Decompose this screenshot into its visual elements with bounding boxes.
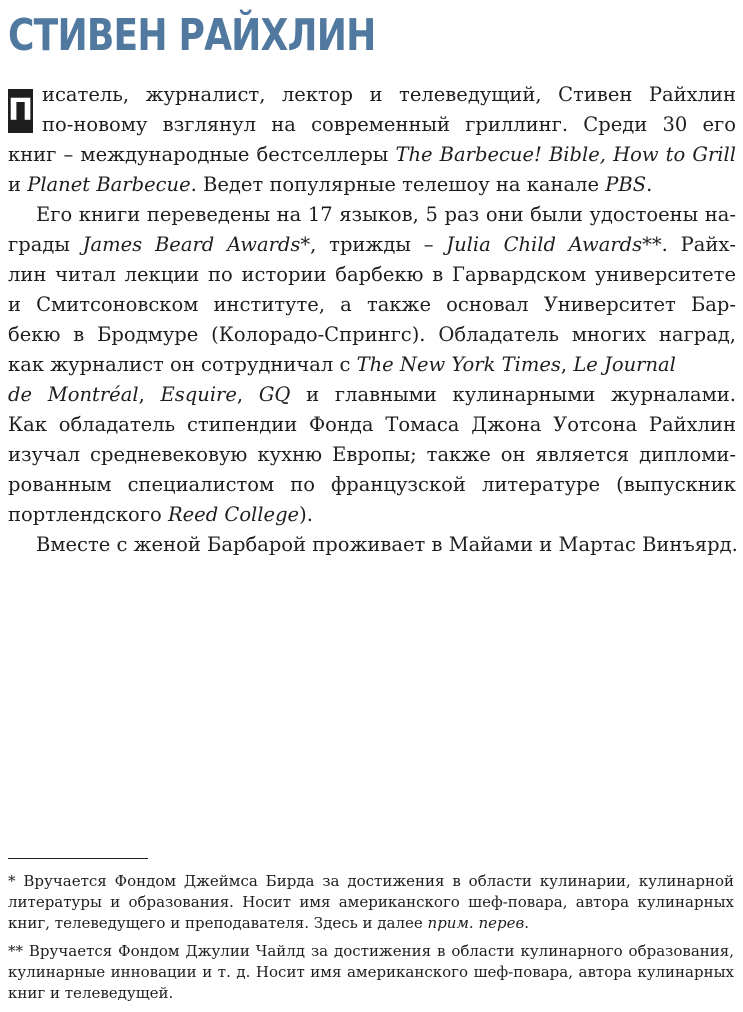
text-line: лин читал лекции по истории барбекю в Гарвардском университете: [8, 263, 736, 286]
text-line: портлендского Reed College).: [8, 503, 313, 526]
text-line: рованным специалистом по французской литературе (выпускник: [8, 473, 736, 496]
italic-title: The Barbecue! Bible, How to Grill: [395, 143, 736, 166]
italic-title: Julia Child Awards: [446, 233, 643, 256]
text-line: и Planet Barbecue. Ведет популярные телешоу на канале PBS.: [8, 173, 653, 196]
text-line: de Montréal, Esquire, GQ и главными кулинарными журналами.: [8, 383, 736, 406]
italic-title: PBS: [605, 173, 647, 196]
footnote-line: * Вручается Фондом Джеймса Бирда за достижения в области кулинарии, кулинарной: [8, 872, 734, 890]
footnote-line: книг, телеведущего и преподавателя. Здесь и далее прим. перев.: [8, 914, 529, 932]
italic-title: прим. перев: [427, 914, 525, 932]
text-line: изучал средневековую кухню Европы; также он является дипломи-: [8, 443, 736, 466]
footnote-line: ** Вручается Фондом Джулии Чайлд за достижения в области кулинарного образования,: [8, 942, 734, 960]
text-line: бекю в Бродмуре (Колорадо-Спрингс). Обладатель многих наград,: [8, 323, 736, 346]
italic-title: GQ: [258, 383, 291, 406]
footnote-line: кулинарные инновации и т. д. Носит имя американского шеф-повара, автора кулинарных: [8, 963, 734, 981]
footnote-divider: [8, 858, 148, 859]
author-heading: СТИВЕН РАЙХЛИН: [8, 10, 376, 61]
footnote-1: [8, 871, 734, 934]
italic-title: Esquire: [160, 383, 237, 406]
italic-title: James Beard Awards: [82, 233, 301, 256]
italic-title: Planet Barbecue: [27, 173, 191, 196]
italic-title: de Montréal: [8, 383, 139, 406]
text-line: Как обладатель стипендии Фонда Томаса Джона Уотсона Райхлин: [8, 413, 736, 436]
footnote-line: литературы и образования. Носит имя американского шеф-повара, автора кулинарных: [8, 893, 734, 911]
text-line: Вместе с женой Барбарой проживает в Майами и Мартас Винъярд.: [36, 533, 738, 556]
text-line: исатель, журналист, лектор и телеведущий, Стивен Райхлин: [42, 83, 736, 106]
text-line: как журналист он сотрудничал с The New York Times, Le Journal: [8, 353, 676, 376]
footnote-line: книг и телеведущей.: [8, 984, 174, 1002]
biography-text: [8, 80, 736, 560]
text-line: и Смитсоновском институте, а также основал Университет Бар-: [8, 293, 736, 316]
italic-title: Reed College: [167, 503, 300, 526]
text-line: по-новому взглянул на современный гриллинг. Среди 30 его: [42, 113, 736, 136]
italic-title: Le Journal: [573, 353, 676, 376]
drop-cap: П: [8, 89, 33, 133]
text-line: грады James Beard Awards*, трижды – Julia Child Awards**. Райх-: [8, 233, 736, 256]
text-line: книг – международные бестселлеры The Barbecue! Bible, How to Grill: [8, 143, 736, 166]
footnote-2: [8, 941, 734, 1004]
italic-title: The New York Times: [356, 353, 561, 376]
text-line: Его книги переведены на 17 языков, 5 раз они были удостоены на-: [36, 203, 736, 226]
